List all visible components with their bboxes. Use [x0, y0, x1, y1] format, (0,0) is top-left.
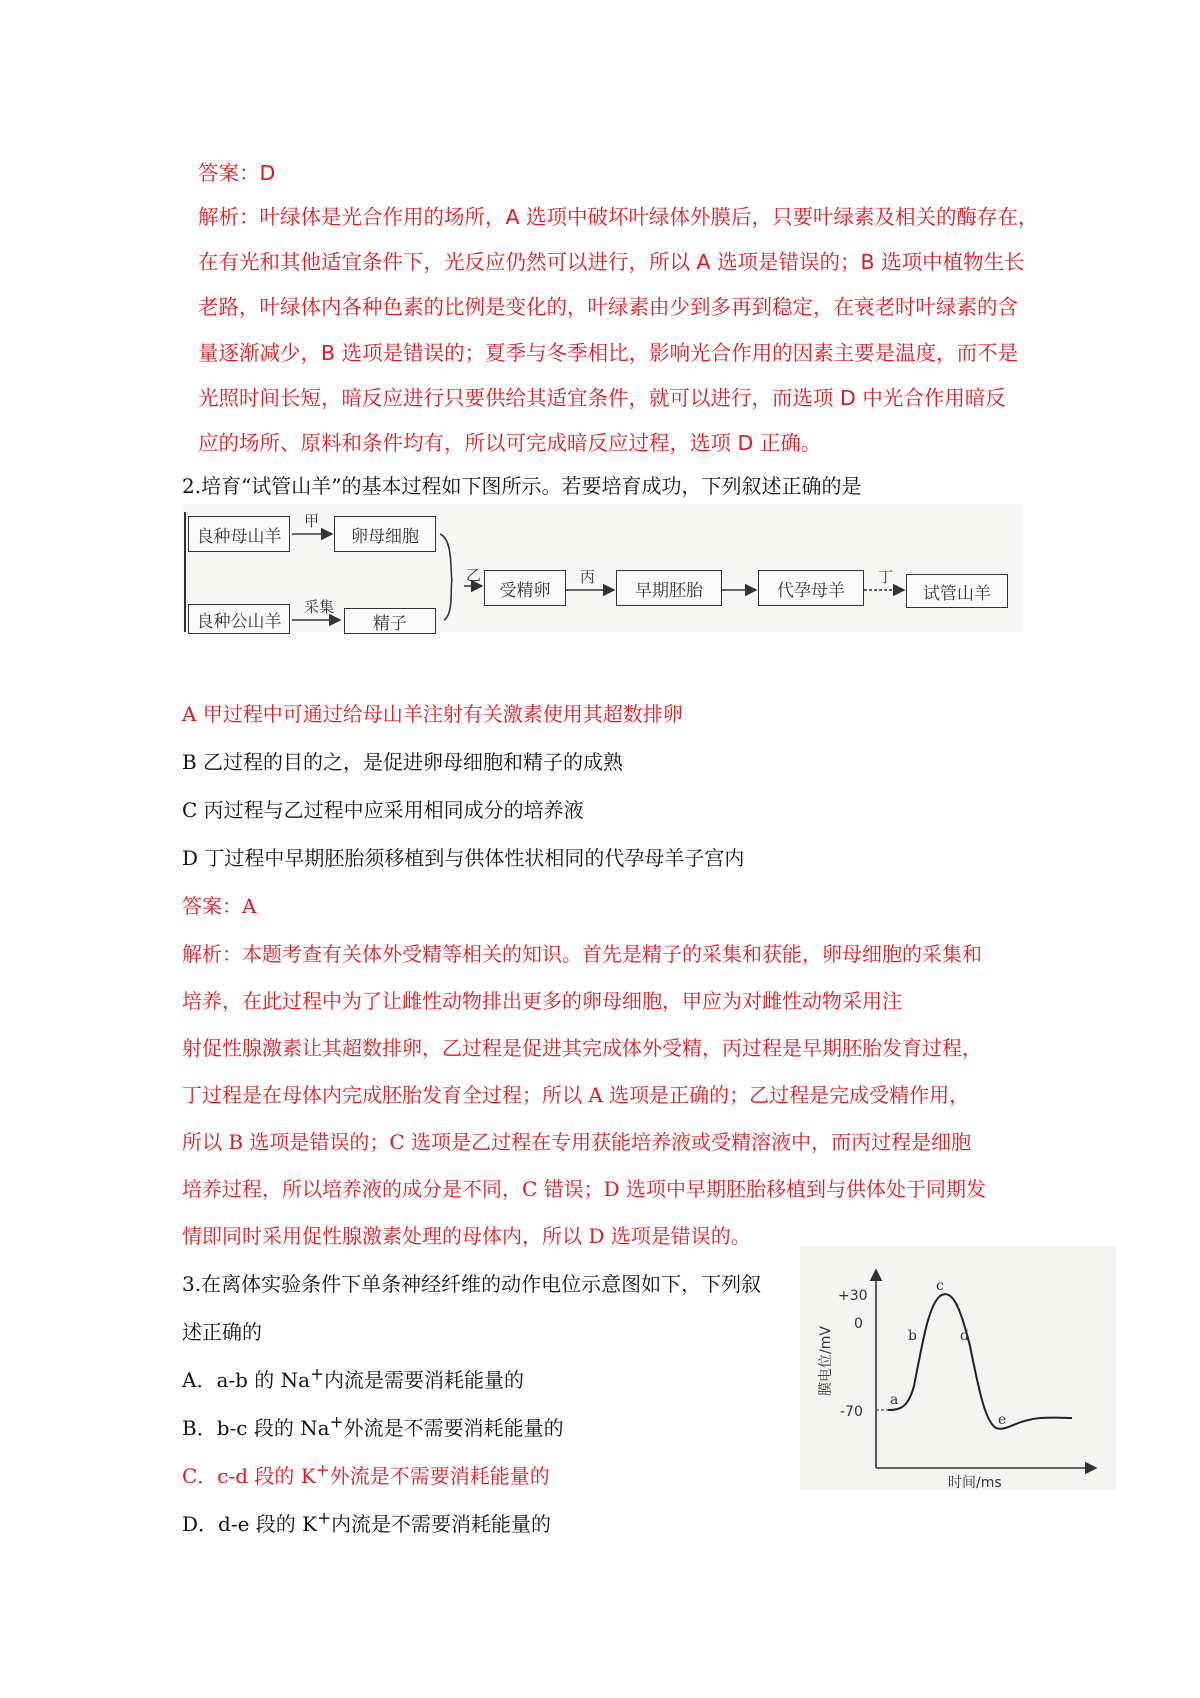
action-potential-figure	[800, 1246, 1116, 1490]
q1-answer: 答案：D	[198, 161, 276, 185]
q2-analysis-line: 所以 B 选项是错误的；C 选项是乙过程在专用获能培养液或受精溶液中，而丙过程是细胞	[182, 1130, 972, 1154]
label-jia: 甲	[304, 512, 320, 530]
q2-option-a: A 甲过程中可通过给母山羊注射有关激素使用其超数排卵	[182, 702, 683, 726]
x-axis-label: 时间/ms	[948, 1475, 1002, 1490]
box-sperm: 精子	[344, 608, 436, 634]
label-bing: 丙	[580, 568, 596, 586]
point-c: c	[936, 1278, 944, 1294]
y-axis-label: 膜电位/mV	[818, 1326, 834, 1396]
q3-option-d: D．d-e 段的 K+内流是不需要消耗能量的	[182, 1508, 552, 1536]
q3-option-a: A．a-b 的 Na+内流是需要消耗能量的	[182, 1364, 525, 1392]
label-ding: 丁	[878, 568, 894, 586]
q2-option-d: D 丁过程中早期胚胎须移植到与供体性状相同的代孕母羊子宫内	[182, 846, 745, 870]
box-early-embryo: 早期胚胎	[616, 570, 722, 606]
q2-analysis-line: 射促性腺激素让其超数排卵，乙过程是促进其完成体外受精，丙过程是早期胚胎发育过程，	[182, 1036, 982, 1060]
box-test-tube-goat: 试管山羊	[906, 574, 1008, 608]
action-potential-curve	[888, 1294, 1072, 1429]
q2-analysis-line: 培养，在此过程中为了让雌性动物排出更多的卵母细胞，甲应为对雌性动物采用注	[182, 989, 902, 1013]
point-e: e	[998, 1412, 1007, 1428]
box-female-goat: 良种母山羊	[188, 516, 290, 552]
tick-zero: 0	[854, 1316, 863, 1332]
q1-analysis-line: 在有光和其他适宜条件下，光反应仍然可以进行，所以 A 选项是错误的；B 选项中植物生长	[198, 250, 1025, 274]
point-d: d	[960, 1328, 969, 1344]
q2-analysis-line: 情即同时采用促性腺激素处理的母体内，所以 D 选项是错误的。	[182, 1224, 751, 1248]
q2-analysis-line: 培养过程，所以培养液的成分是不同，C 错误；D 选项中早期胚胎移植到与供体处于同期发	[182, 1177, 987, 1201]
box-surrogate: 代孕母羊	[758, 570, 864, 606]
q3-option-b: B．b-c 段的 Na+外流是不需要消耗能量的	[182, 1412, 564, 1440]
label-yi: 乙	[466, 566, 482, 584]
tick-plus30: +30	[838, 1288, 868, 1304]
point-a: a	[890, 1392, 899, 1408]
box-oocyte: 卵母细胞	[334, 516, 436, 552]
box-male-goat: 良种公山羊	[188, 604, 290, 634]
q2-answer: 答案：A	[182, 894, 257, 918]
box-zygote: 受精卵	[484, 570, 566, 606]
q2-stem: 2.培育“试管山羊”的基本过程如下图所示。若要培育成功，下列叙述正确的是	[182, 474, 862, 498]
q1-analysis-line: 解析：叶绿体是光合作用的场所，A 选项中破坏叶绿体外膜后，只要叶绿素及相关的酶存在，	[198, 205, 1039, 229]
q3-stem-line1: 3.在离体实验条件下单条神经纤维的动作电位示意图如下，下列叙	[182, 1272, 762, 1296]
action-potential-plot	[800, 1246, 1116, 1490]
tick-minus70: -70	[840, 1404, 863, 1420]
q2-analysis-line: 丁过程是在母体内完成胚胎发育全过程；所以 A 选项是正确的；乙过程是完成受精作用，	[182, 1083, 970, 1107]
q1-analysis-line: 量逐渐减少，B 选项是错误的；夏季与冬季相比，影响光合作用的因素主要是温度，而不是	[198, 341, 1019, 365]
q1-analysis-line: 应的场所、原料和条件均有，所以可完成暗反应过程，选项 D 正确。	[198, 431, 822, 455]
q2-option-c: C 丙过程与乙过程中应采用相同成分的培养液	[182, 798, 584, 822]
q1-analysis-line: 老路，叶绿体内各种色素的比例是变化的，叶绿素由少到多再到稳定，在衰老时叶绿素的含	[198, 295, 1018, 319]
label-caiji: 采集	[304, 598, 335, 616]
q3-stem-line2: 述正确的	[182, 1320, 262, 1344]
q3-option-c: C．c-d 段的 K+外流是不需要消耗能量的	[182, 1460, 550, 1488]
q2-flow-diagram	[182, 504, 1022, 632]
q2-option-b: B 乙过程的目的之，是促进卵母细胞和精子的成熟	[182, 750, 624, 774]
q1-analysis-line: 光照时间长短，暗反应进行只要供给其适宜条件，就可以进行，而选项 D 中光合作用暗反	[198, 386, 1006, 410]
point-b: b	[908, 1328, 917, 1344]
q2-analysis-line: 解析：本题考查有关体外受精等相关的知识。首先是精子的采集和获能，卵母细胞的采集和	[182, 942, 982, 966]
